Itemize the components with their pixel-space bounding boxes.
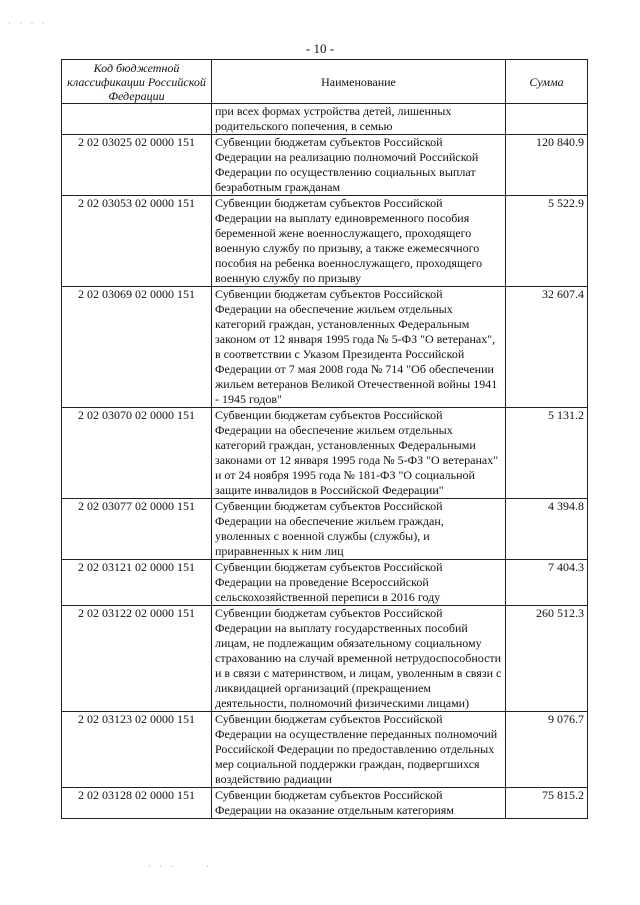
table-row [62, 499, 588, 560]
table-row [62, 560, 588, 606]
table-row [62, 196, 588, 287]
row-amount: 4 394.8 [506, 499, 588, 560]
row-name: Субвенции бюджетам субъектов Российской Федерации на обеспечение жильем отдельных категорий граждан, установленных Федеральным законом от 12 января 1995 года № 5-ФЗ "О ветеранах", в соответствии с Указом Президента Российской Федерации от 7 мая 2008 года № 714 "Об обеспечении жильем ветеранов Великой Отечественной войны 1941 - 1945 годов" [212, 287, 506, 408]
row-amount: 7 404.3 [506, 560, 588, 606]
row-name: Субвенции бюджетам субъектов Российской Федерации на выплату государственных пособий лицам, не подлежащим обязательному социальному страхованию на случай временной нетрудоспособности и в связи с материнством, и лицам, уволенным в связи с ликвидацией организаций (прекращением деятельности, полномочий физическими лицами) [212, 606, 506, 712]
row-code: 2 02 03053 02 0000 151 [62, 196, 212, 287]
table-header-row [62, 60, 588, 104]
row-amount: 5 522.9 [506, 196, 588, 287]
row-code: 2 02 03069 02 0000 151 [62, 287, 212, 408]
table-row [62, 606, 588, 712]
header-name: Наименование [212, 60, 506, 104]
budget-revenue-table [61, 59, 588, 819]
row-name: Субвенции бюджетам субъектов Российской Федерации на реализацию полномочий Российской Федерации по осуществлению социальных выплат безработным гражданам [212, 135, 506, 196]
row-amount: 120 840.9 [506, 135, 588, 196]
header-code: Код бюджетной классификации Российской Федерации [62, 60, 212, 104]
row-name: Субвенции бюджетам субъектов Российской Федерации на осуществление переданных полномочий Российской Федерации по предоставлению отдельных мер социальной поддержки граждан, подвергшихся воздействию радиации [212, 712, 506, 788]
header-amount: Сумма [506, 60, 588, 104]
row-code: 2 02 03123 02 0000 151 [62, 712, 212, 788]
table-row [62, 135, 588, 196]
table-row [62, 408, 588, 499]
row-name: Субвенции бюджетам субъектов Российской Федерации на выплату единовременного пособия беременной жене военнослужащего, проходящего военную службу по призыву, а также ежемесячного пособия на ребенка военнослужащего, проходящего военную службу по призыву [212, 196, 506, 287]
row-amount: 32 607.4 [506, 287, 588, 408]
scan-artifact-mark: · · · [148, 861, 177, 871]
row-name: Субвенции бюджетам субъектов Российской Федерации на проведение Всероссийской сельскохозяйственной переписи в 2016 году [212, 560, 506, 606]
scan-artifact-mark: · · · · [8, 18, 48, 28]
row-code: 2 02 03077 02 0000 151 [62, 499, 212, 560]
row-code [62, 104, 212, 135]
row-code: 2 02 03121 02 0000 151 [62, 560, 212, 606]
table-row [62, 287, 588, 408]
scan-artifact-mark: · [206, 861, 212, 871]
table-row [62, 788, 588, 819]
row-name: Субвенции бюджетам субъектов Российской Федерации на оказание отдельным категориям [212, 788, 506, 819]
row-amount: 75 815.2 [506, 788, 588, 819]
row-amount: 260 512.3 [506, 606, 588, 712]
row-name: Субвенции бюджетам субъектов Российской Федерации на обеспечение жильем отдельных категорий граждан, установленных Федеральными законами от 12 января 1995 года № 5-ФЗ "О ветеранах" и от 24 ноября 1995 года № 181-ФЗ "О социальной защите инвалидов в Российской Федерации" [212, 408, 506, 499]
row-amount [506, 104, 588, 135]
row-amount: 5 131.2 [506, 408, 588, 499]
row-name: Субвенции бюджетам субъектов Российской Федерации на обеспечение жильем граждан, уволенных с военной службы (службы), и приравненных к ним лиц [212, 499, 506, 560]
row-code: 2 02 03128 02 0000 151 [62, 788, 212, 819]
row-code: 2 02 03025 02 0000 151 [62, 135, 212, 196]
page-number: - 10 - [305, 41, 335, 56]
row-code: 2 02 03070 02 0000 151 [62, 408, 212, 499]
row-code: 2 02 03122 02 0000 151 [62, 606, 212, 712]
row-amount: 9 076.7 [506, 712, 588, 788]
table-row [62, 712, 588, 788]
row-name: при всех формах устройства детей, лишенных родительского попечения, в семью [212, 104, 506, 135]
table-row [62, 104, 588, 135]
